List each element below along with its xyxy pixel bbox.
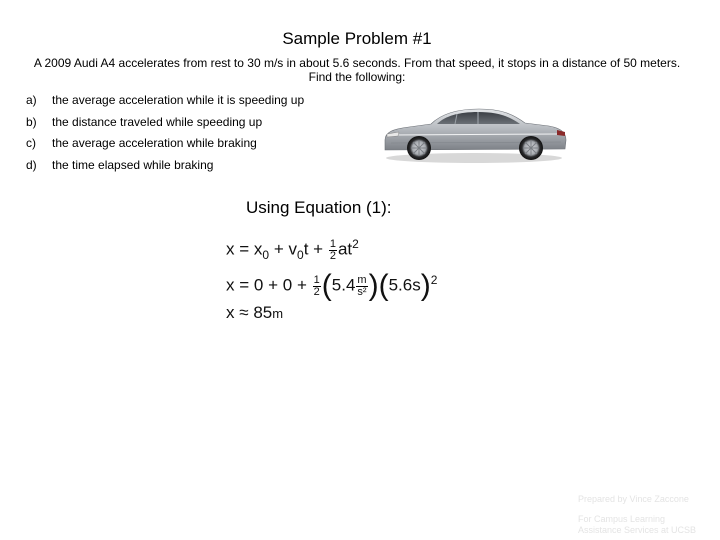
eq-term: x	[226, 303, 235, 322]
close-paren: )	[420, 269, 431, 303]
eq-term: t	[303, 239, 309, 259]
question-text: the distance traveled while speeding up	[52, 115, 263, 129]
eq-symbol: =	[239, 275, 250, 295]
eq-symbol: =	[239, 239, 250, 259]
question-text: the average acceleration while it is speeding up	[52, 93, 305, 107]
slide-title: Sample Problem #1	[282, 29, 432, 48]
eq-term: v	[288, 239, 297, 259]
question-letter: d)	[26, 158, 37, 172]
eq-term: 0	[282, 275, 293, 295]
eq-symbol: +	[268, 275, 279, 295]
footer-credit: Prepared by Vince Zaccone	[578, 494, 689, 504]
fraction-denominator: 2	[313, 285, 320, 298]
eq-value: 5.6	[388, 275, 413, 295]
equation-line-3	[226, 303, 283, 324]
eq-result: 85	[253, 303, 273, 322]
eq-subscript: 0	[262, 248, 270, 263]
eq-unit-fraction	[356, 275, 367, 298]
eq-term: x	[253, 239, 263, 259]
eq-exponent: 2	[430, 273, 438, 287]
question-text: the time elapsed while braking	[52, 158, 214, 172]
unit-numerator: m	[357, 273, 367, 286]
eq-term: x	[226, 239, 235, 259]
eq-symbol: +	[313, 239, 324, 259]
eq-subscript: 0	[297, 248, 304, 263]
problem-statement: A 2009 Audi A4 accelerates from rest to 30 m/s in about 5.6 seconds. From that speed, it stops in a distance of 50 meters. Find the following:	[33, 56, 681, 84]
footer-line-2: Assistance Services at UCSB	[578, 525, 697, 535]
eq-symbol: ≈	[239, 303, 249, 322]
unit-denominator: s²	[357, 285, 367, 298]
eq-symbol: +	[273, 239, 284, 259]
question-letter: b)	[26, 115, 37, 129]
eq-term: at	[337, 239, 353, 259]
eq-term: 0	[253, 275, 264, 295]
eq-fraction	[329, 239, 337, 262]
question-letter: a)	[26, 93, 37, 107]
equation-line-2	[226, 269, 438, 303]
fraction-denominator: 2	[329, 249, 336, 262]
equation-line-1	[226, 234, 359, 265]
eq-term: x	[226, 275, 235, 295]
car-photo	[379, 98, 570, 165]
open-paren: (	[321, 269, 332, 303]
question-text: the average acceleration while braking	[52, 136, 257, 150]
eq-value: 5.4	[331, 275, 356, 295]
fraction-numerator: 1	[329, 237, 336, 250]
eq-symbol: +	[296, 275, 307, 295]
eq-exponent: 2	[352, 237, 359, 251]
eq-fraction	[313, 275, 321, 298]
open-paren: (	[378, 269, 389, 303]
footer-line-1: For Campus Learning	[578, 514, 666, 524]
question-letter: c)	[26, 136, 36, 150]
fraction-numerator: 1	[313, 273, 320, 286]
eq-unit: m	[272, 306, 284, 321]
close-paren: )	[368, 269, 379, 303]
equation-heading: Using Equation (1):	[246, 198, 392, 217]
eq-unit: s	[412, 275, 421, 295]
